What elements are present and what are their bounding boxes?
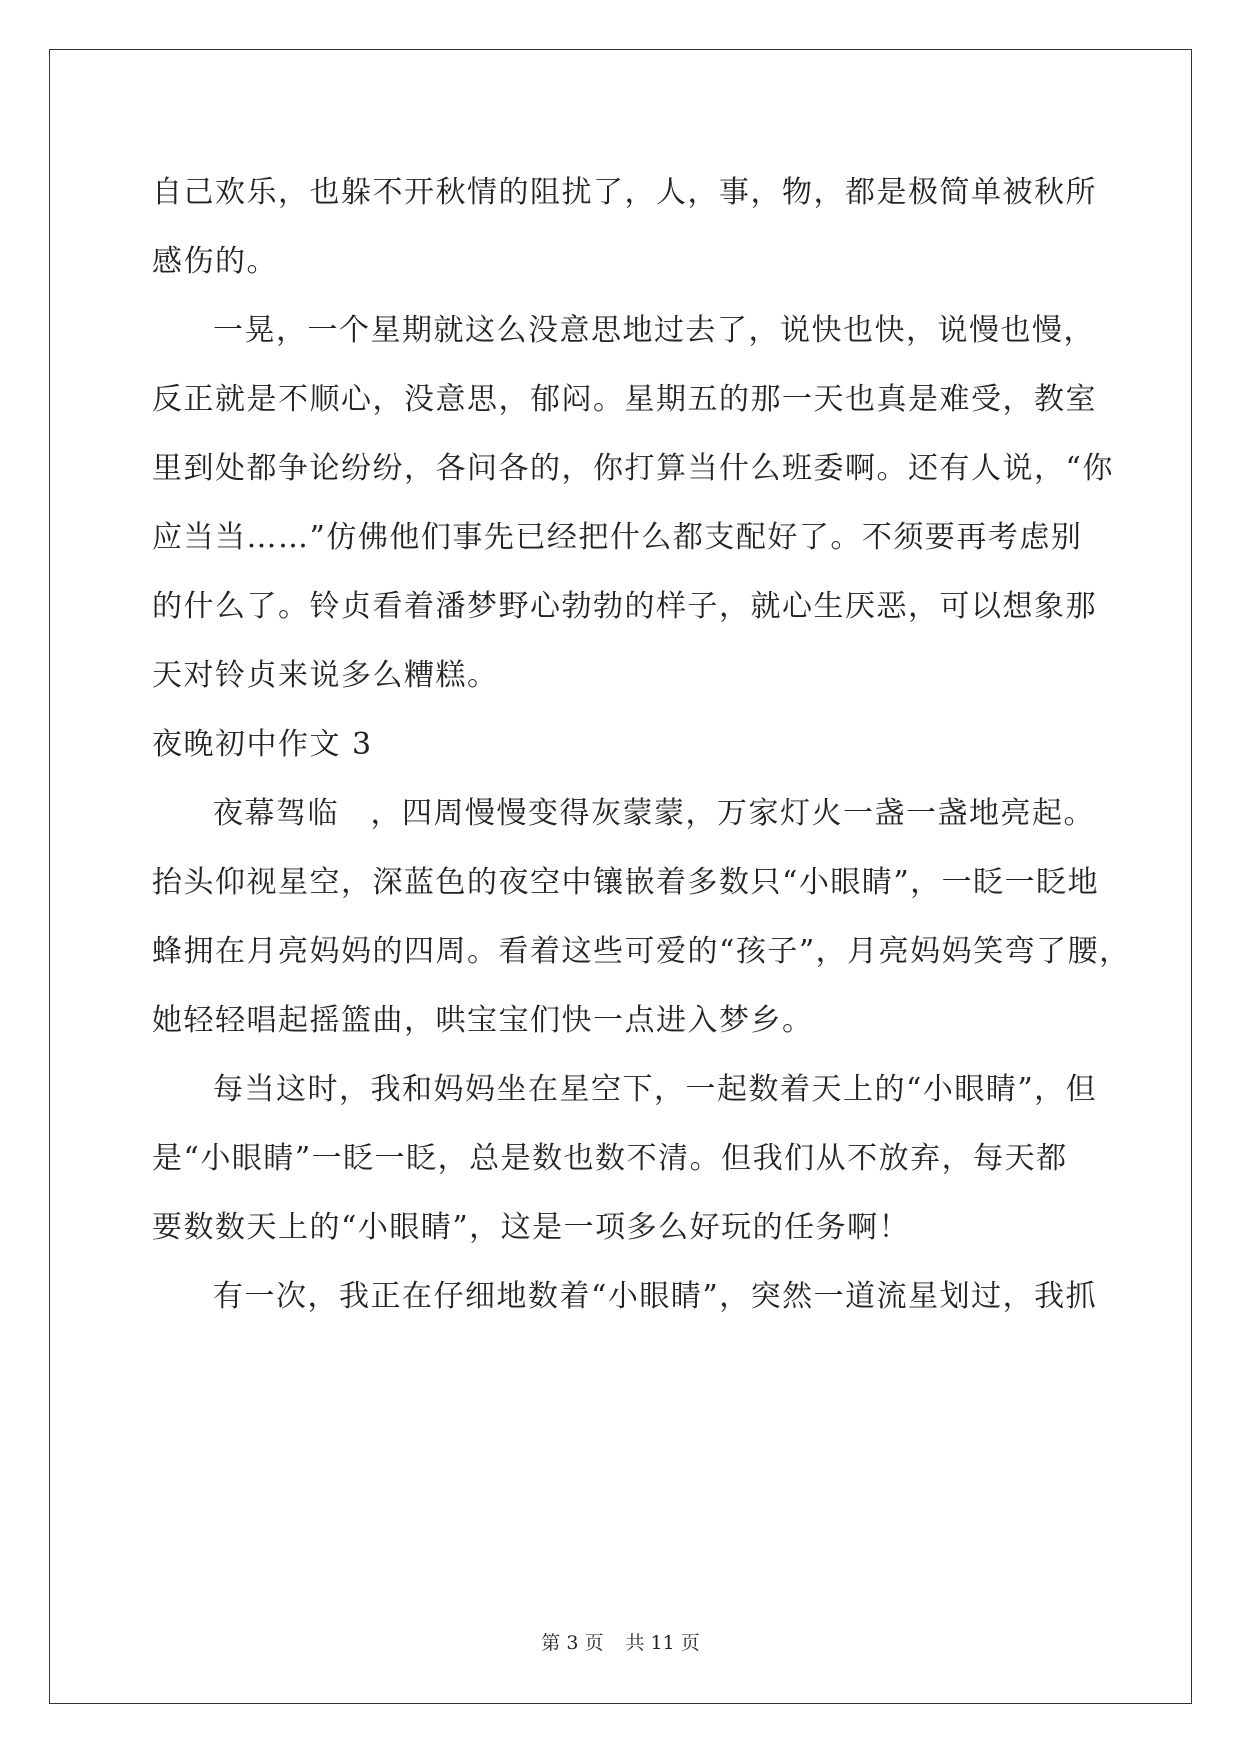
text-line: 感伤的。 xyxy=(152,244,278,279)
text-line: 要数数天上的“小眼睛”，这是一项多么好玩的任务啊！ xyxy=(152,1210,911,1245)
text-line: 的什么了。铃贞看着潘梦野心勃勃的样子，就心生厌恶，可以想象那 xyxy=(152,589,1097,624)
section-heading: 夜晚初中作文 3 xyxy=(152,727,373,762)
paragraph-start: 有一次，我正在仔细地数着“小眼睛”，突然一道流星划过，我抓 xyxy=(213,1279,1098,1314)
paragraph-start: 一晃，一个星期就这么没意思地过去了，说快也快，说慢也慢， xyxy=(213,313,1095,348)
text-line: 抬头仰视星空，深蓝色的夜空中镶嵌着多数只“小眼睛”，一眨一眨地 xyxy=(152,865,1100,900)
paragraph-start: 夜幕驾临 ，四周慢慢变得灰蒙蒙，万家灯火一盏一盏地亮起。 xyxy=(213,796,1095,831)
text-line: 天对铃贞来说多么糟糕。 xyxy=(152,658,499,693)
page-footer xyxy=(0,1628,1241,1655)
text-line: 应当当……”仿佛他们事先已经把什么都支配好了。不须要再考虑别 xyxy=(152,520,1083,555)
document-body xyxy=(152,158,1131,1331)
text-line: 是“小眼睛”一眨一眨，总是数也数不清。但我们从不放弃，每天都 xyxy=(152,1141,1068,1176)
paragraph-start: 每当这时，我和妈妈坐在星空下，一起数着天上的“小眼睛”，但 xyxy=(213,1072,1098,1107)
page-number: 第 3 页 xyxy=(541,1632,604,1654)
text-line: 反正就是不顺心，没意思，郁闷。星期五的那一天也真是难受，教室 xyxy=(152,382,1097,417)
text-line: 蜂拥在月亮妈妈的四周。看着这些可爱的“孩子”，月亮妈妈笑弯了腰， xyxy=(152,934,1131,969)
text-line: 里到处都争论纷纷，各问各的，你打算当什么班委啊。还有人说，“你 xyxy=(152,451,1114,486)
text-line: 她轻轻唱起摇篮曲，哄宝宝们快一点进入梦乡。 xyxy=(152,1003,814,1038)
text-line: 自己欢乐，也躲不开秋情的阻扰了，人，事，物，都是极简单被秋所 xyxy=(152,175,1097,210)
page-total: 共 11 页 xyxy=(625,1632,700,1654)
